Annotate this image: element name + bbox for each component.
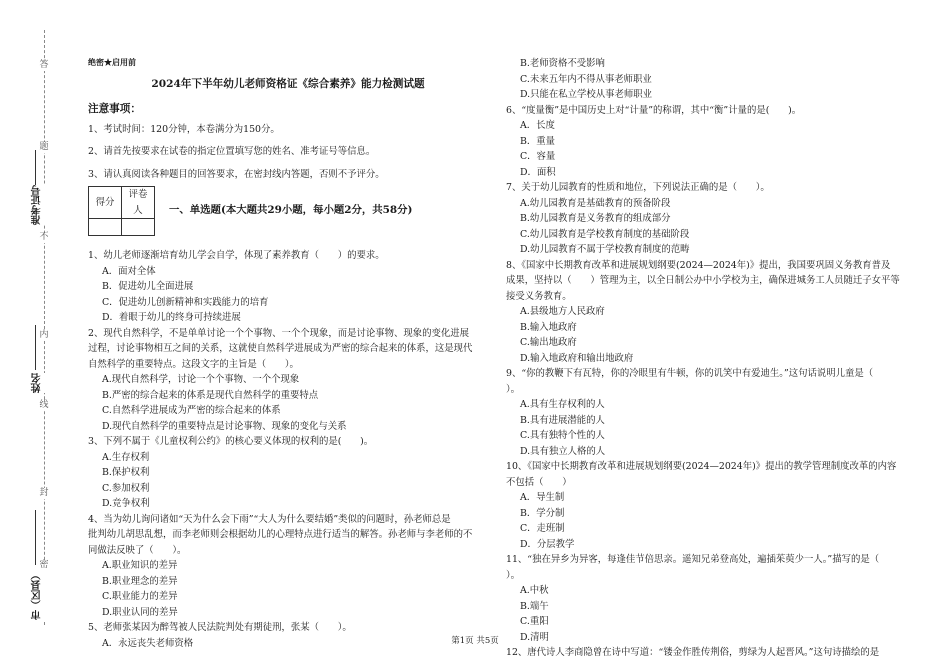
question [506, 258, 901, 367]
answer-option[interactable]: B.幼儿园教育是义务教育的组成部分 [520, 213, 671, 224]
question [506, 366, 901, 459]
question-stem: ）。 [506, 383, 521, 395]
seal-mark: 内 [39, 330, 49, 340]
question-stem: 7、关于幼儿园教育的性质和地位，下列说法正确的是（ ）。 [506, 182, 770, 193]
answer-option[interactable]: C．走班制 [520, 523, 565, 534]
answer-option[interactable]: D.幼儿园教育不属于学校教育制度的范畴 [520, 244, 690, 255]
name-field[interactable] [35, 325, 36, 370]
seal-line [44, 30, 45, 625]
question-stem: 12、唐代诗人李商隐曾在诗中写道：“镂金作胜传荆俗，剪绿为人起晋风。”这句诗描绘的是 [506, 647, 880, 658]
score-section [88, 186, 488, 236]
answer-option[interactable]: A.幼儿园教育是基础教育的预备阶段 [520, 197, 671, 209]
answer-option[interactable]: B．重量 [520, 135, 556, 147]
question-stem: 4、当为幼儿询问诸如“天为什么会下雨”“大人为什么要结婚”类似的问题时，孙老师总是 [88, 513, 451, 525]
question-stem: 成果，坚持以（ ）管理为主，以全日制公办中小学校为主，确保进城务工人员随迁子女平等 [506, 275, 900, 286]
answer-option[interactable]: C.具有独特个性的人 [520, 430, 605, 441]
answer-option[interactable]: D．面积 [520, 166, 556, 178]
district-label: 市（区县） [32, 570, 43, 620]
answer-option[interactable]: B．促进幼儿全面进展 [102, 281, 194, 292]
notice-item: 1、考试时间：120分钟，本卷满分为150分。 [88, 123, 280, 135]
question [506, 180, 901, 258]
notice-item: 3、请认真阅读各种题目的回答要求，在密封线内答题，否则不予评分。 [88, 168, 385, 180]
question-stem: 9、“你的教鞭下有瓦特，你的冷眼里有牛顿，你的讥笑中有爱迪生。”这句话说明儿童是（ [506, 368, 874, 379]
grader-cell[interactable] [122, 219, 155, 236]
answer-option[interactable]: B.输入地政府 [520, 321, 577, 333]
answer-option[interactable]: D.清明 [520, 631, 549, 643]
page-footer: 第1页 共5页 [451, 636, 499, 646]
answer-option[interactable]: C.职业能力的差异 [102, 591, 178, 602]
question [506, 459, 901, 552]
question-stem: 8、《国家中长期教育改革和进展规划纲要(2024—2024年)》提出，我国要巩固义务教育普及 [506, 259, 891, 271]
left-question-list [88, 248, 488, 651]
seal-mark: 密 [39, 560, 49, 570]
secret-label: 绝密★启用前 [88, 57, 136, 67]
answer-option[interactable]: C.幼儿园教育是学校教育制度的基础阶段 [520, 228, 690, 240]
question-stem: 2、现代自然科学，不是单单讨论一个个事物、一个个现象，而是讨论事物、现象的变化进展 [88, 327, 469, 339]
question-stem: ）。 [506, 569, 521, 581]
question-stem: 1、幼儿老师逐渐培育幼儿学会自学，体现了素养教育（ ）的要求。 [88, 250, 385, 261]
seal-mark: 题 [39, 142, 49, 152]
seal-mark: 线 [39, 400, 49, 410]
question [506, 645, 901, 661]
notice-item: 2、请首先按要求在试卷的指定位置填写您的姓名、准考证号等信息。 [88, 146, 376, 157]
answer-option[interactable]: D．分层教学 [520, 538, 575, 550]
answer-option[interactable]: A.县级地方人民政府 [520, 306, 605, 317]
right-question-list [506, 56, 901, 661]
answer-option[interactable]: A．导生制 [520, 492, 565, 503]
question [506, 103, 901, 181]
answer-option[interactable]: B.保护权利 [102, 467, 150, 478]
answer-option[interactable]: C．促进幼儿创新精神和实践能力的培育 [102, 296, 269, 308]
exam-number-field[interactable] [35, 150, 36, 185]
answer-option[interactable]: A.中秋 [520, 585, 549, 596]
answer-option[interactable]: D.具有独立人格的人 [520, 445, 606, 457]
exam-number-label: 准考证号 [32, 185, 43, 225]
answer-option[interactable]: B.端午 [520, 600, 549, 612]
district-field[interactable] [35, 510, 36, 565]
question-stem: 不包括（ ） [506, 476, 572, 488]
answer-option[interactable]: C.重阳 [520, 616, 549, 627]
answer-option[interactable]: A．长度 [520, 120, 555, 131]
question-stem: 过程，讨论事物相互之间的关系，这就使自然科学进展成为严密的综合起来的体系，这是现代 [88, 343, 473, 354]
question-stem: 接受义务教育。 [506, 290, 572, 302]
answer-option[interactable]: B.具有进展潜能的人 [520, 414, 605, 426]
answer-option[interactable]: C.参加权利 [102, 482, 150, 494]
answer-option[interactable]: B.严密的综合起来的体系是现代自然科学的重要特点 [102, 389, 319, 401]
question-stem: 11、“独在异乡为异客，每逢佳节倍思亲。遥知兄弟登高处，遍插茱萸少一人。”描写的是（ [506, 554, 880, 565]
score-header: 得分 [89, 187, 122, 219]
score-cell[interactable] [89, 219, 122, 236]
question-stem: 自然科学的重要特点。这段文字的主旨是（ ）。 [88, 358, 299, 370]
answer-option[interactable]: B.职业理念的差异 [102, 575, 178, 587]
score-table [88, 186, 155, 236]
answer-option[interactable]: B．学分制 [520, 507, 565, 519]
answer-option[interactable]: A．面对全体 [102, 265, 156, 277]
notice-heading: 注意事项： [88, 103, 141, 115]
answer-option[interactable]: D．着眼于幼儿的终身可持续进展 [102, 312, 241, 323]
answer-option[interactable]: D.现代自然科学的重要特点是讨论事物、现象的变化与关系 [102, 420, 347, 432]
question-stem: 10、《国家中长期教育改革和进展规划纲要(2024—2024年)》提出的教学管理制度改革的内容 [506, 461, 897, 472]
question [88, 326, 488, 435]
answer-option[interactable]: C．容量 [520, 151, 556, 162]
question-stem: 3、下列不属于《儿童权利公约》的核心要义体现的权利的是( )。 [88, 436, 374, 447]
answer-option[interactable]: B.老师资格不受影响 [520, 58, 605, 69]
grader-header: 评卷人 [122, 187, 155, 219]
answer-option[interactable]: C.未来五年内不得从事老师职业 [520, 73, 652, 85]
answer-option[interactable]: D.竞争权利 [102, 498, 150, 509]
question-stem: 5、老师张某因为醉驾被人民法院判处有期徒刑，张某（ ）。 [88, 622, 352, 633]
answer-option[interactable]: D.输入地政府和输出地政府 [520, 352, 634, 364]
question-stem: 6、“度量衡”是中国历史上对“计量”的称谓，其中“衡”计量的是( )。 [506, 104, 802, 116]
question [506, 56, 901, 103]
question [88, 512, 488, 621]
answer-option[interactable]: C.自然科学进展成为严密的综合起来的体系 [102, 405, 281, 416]
seal-mark: 答 [39, 60, 49, 70]
answer-option[interactable]: A.生存权利 [102, 451, 150, 463]
answer-option[interactable]: A．永远丧失老师资格 [102, 637, 194, 649]
section-title: 一、单选题(本大题共29小题，每小题2分，共58分) [169, 204, 413, 217]
question [88, 434, 488, 512]
answer-option[interactable]: A.现代自然科学，讨论一个个事物、一个个现象 [102, 374, 300, 385]
question [88, 248, 488, 326]
seal-mark: 不 [39, 232, 49, 242]
answer-option[interactable]: D.只能在私立学校从事老师职业 [520, 89, 653, 100]
answer-option[interactable]: D.职业认同的差异 [102, 606, 178, 618]
left-column [88, 55, 488, 651]
name-label: 姓名 [32, 373, 43, 393]
right-column [506, 56, 901, 661]
answer-option[interactable]: C.输出地政府 [520, 337, 577, 348]
question-stem: 批判幼儿胡思乱想，而李老师则会根据幼儿的心理特点进行适当的解答。孙老师与李老师的不 [88, 529, 473, 540]
answer-option[interactable]: A.职业知识的差异 [102, 560, 178, 571]
exam-title: 2024年下半年幼儿老师资格证《综合素养》能力检测试题 [151, 77, 425, 90]
binding-margin [0, 0, 80, 671]
answer-option[interactable]: A.具有生存权利的人 [520, 399, 605, 410]
seal-mark: 封 [39, 488, 49, 498]
question-stem: 同做法反映了（ ）。 [88, 544, 187, 556]
question [506, 552, 901, 645]
